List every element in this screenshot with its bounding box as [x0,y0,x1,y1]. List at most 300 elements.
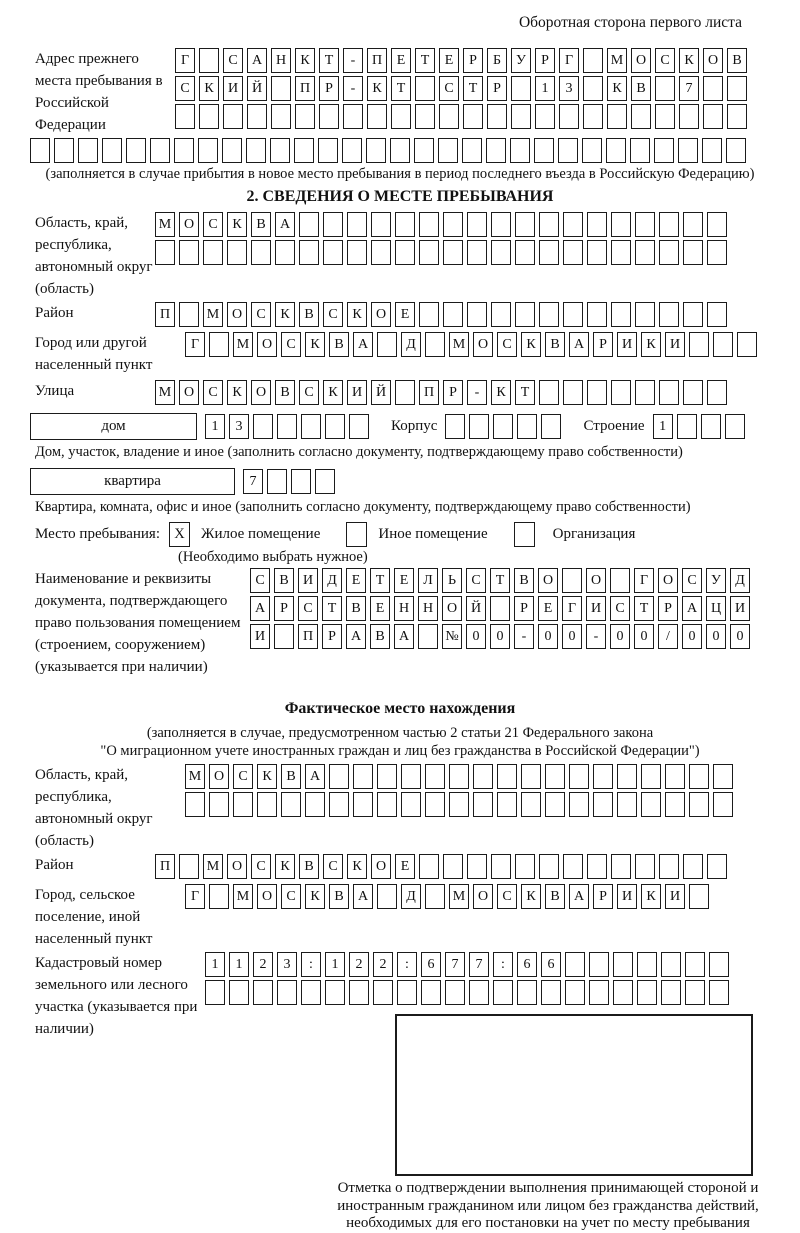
char-box[interactable]: Е [391,48,411,73]
char-box[interactable] [301,980,321,1005]
char-box[interactable] [654,138,674,163]
char-box[interactable] [558,138,578,163]
char-box[interactable] [323,212,343,237]
char-box[interactable]: / [658,624,678,649]
char-box[interactable] [126,138,146,163]
char-box[interactable] [175,104,195,129]
char-box[interactable]: 0 [730,624,750,649]
char-box[interactable] [539,240,559,265]
char-box[interactable]: 7 [679,76,699,101]
char-box[interactable] [222,138,242,163]
char-box[interactable] [610,568,630,593]
char-box[interactable] [727,76,747,101]
char-box[interactable] [685,952,705,977]
char-box[interactable]: Р [593,332,613,357]
char-box[interactable]: П [155,854,175,879]
char-box[interactable]: М [203,302,223,327]
char-box[interactable]: Г [185,332,205,357]
char-box[interactable] [707,854,727,879]
char-box[interactable] [443,302,463,327]
char-box[interactable] [425,792,445,817]
char-box[interactable]: Р [274,596,294,621]
char-box[interactable] [30,138,50,163]
char-box[interactable] [367,104,387,129]
char-box[interactable] [613,952,633,977]
char-box[interactable] [445,980,465,1005]
char-box[interactable]: Е [395,302,415,327]
char-box[interactable]: Р [514,596,534,621]
char-box[interactable]: В [514,568,534,593]
char-box[interactable]: А [305,764,325,789]
char-box[interactable]: И [617,884,637,909]
char-box[interactable] [707,380,727,405]
char-box[interactable] [295,104,315,129]
char-box[interactable]: М [203,854,223,879]
char-box[interactable]: О [179,380,199,405]
char-box[interactable]: К [641,332,661,357]
char-box[interactable]: С [323,302,343,327]
char-box[interactable] [679,104,699,129]
char-box[interactable] [683,854,703,879]
char-box[interactable] [467,240,487,265]
char-box[interactable]: Й [371,380,391,405]
char-box[interactable]: С [203,380,223,405]
char-box[interactable]: В [299,302,319,327]
char-box[interactable] [635,302,655,327]
char-box[interactable]: В [281,764,301,789]
char-box[interactable] [419,240,439,265]
char-box[interactable]: Е [346,568,366,593]
char-box[interactable]: К [641,884,661,909]
char-box[interactable] [301,414,321,439]
char-box[interactable]: 2 [253,952,273,977]
char-box[interactable]: С [298,596,318,621]
char-box[interactable] [491,854,511,879]
char-box[interactable] [291,469,311,494]
char-box[interactable]: 0 [466,624,486,649]
char-box[interactable]: К [275,854,295,879]
char-box[interactable] [583,76,603,101]
char-box[interactable] [353,792,373,817]
char-box[interactable]: П [367,48,387,73]
char-box[interactable] [563,212,583,237]
char-box[interactable] [713,764,733,789]
char-box[interactable] [179,302,199,327]
char-box[interactable] [227,240,247,265]
char-box[interactable]: С [497,884,517,909]
char-box[interactable]: И [617,332,637,357]
char-box[interactable] [589,952,609,977]
checkbox-other-premises[interactable] [346,522,367,547]
char-box[interactable] [655,76,675,101]
char-box[interactable]: К [323,380,343,405]
char-box[interactable]: 2 [349,952,369,977]
char-box[interactable]: 0 [490,624,510,649]
char-box[interactable] [294,138,314,163]
char-box[interactable] [277,414,297,439]
char-box[interactable]: Т [322,596,342,621]
char-box[interactable] [611,854,631,879]
char-box[interactable] [707,212,727,237]
char-box[interactable] [703,104,723,129]
char-box[interactable] [373,980,393,1005]
char-box[interactable] [305,792,325,817]
char-box[interactable]: Г [559,48,579,73]
char-box[interactable]: Т [415,48,435,73]
char-box[interactable]: О [179,212,199,237]
char-box[interactable] [630,138,650,163]
char-box[interactable]: А [353,332,373,357]
char-box[interactable]: Т [370,568,390,593]
char-box[interactable] [275,240,295,265]
char-box[interactable] [539,854,559,879]
char-box[interactable] [347,212,367,237]
char-box[interactable] [587,302,607,327]
char-box[interactable] [541,414,561,439]
char-box[interactable]: - [514,624,534,649]
char-box[interactable]: Й [247,76,267,101]
char-box[interactable] [253,980,273,1005]
char-box[interactable]: У [706,568,726,593]
char-box[interactable]: О [371,854,391,879]
char-box[interactable]: Т [463,76,483,101]
char-box[interactable]: О [209,764,229,789]
char-box[interactable]: 3 [277,952,297,977]
char-box[interactable] [563,854,583,879]
char-box[interactable]: Г [175,48,195,73]
char-box[interactable]: С [610,596,630,621]
char-box[interactable] [521,764,541,789]
apartment-wide-box[interactable]: квартира [30,468,235,495]
char-box[interactable] [155,240,175,265]
char-box[interactable]: К [347,302,367,327]
char-box[interactable]: Р [322,624,342,649]
char-box[interactable]: Т [515,380,535,405]
char-box[interactable] [707,302,727,327]
char-box[interactable] [607,104,627,129]
char-box[interactable]: : [493,952,513,977]
char-box[interactable] [637,980,657,1005]
char-box[interactable]: К [199,76,219,101]
char-box[interactable]: К [347,854,367,879]
char-box[interactable] [271,76,291,101]
char-box[interactable] [271,104,291,129]
char-box[interactable] [685,980,705,1005]
char-box[interactable] [395,212,415,237]
char-box[interactable]: 1 [325,952,345,977]
char-box[interactable]: 7 [243,469,263,494]
char-box[interactable] [419,212,439,237]
char-box[interactable] [199,48,219,73]
char-box[interactable]: Г [562,596,582,621]
char-box[interactable]: 0 [538,624,558,649]
house-wide-box[interactable]: дом [30,413,197,440]
char-box[interactable] [395,380,415,405]
char-box[interactable] [713,792,733,817]
char-box[interactable] [689,884,709,909]
char-box[interactable] [415,76,435,101]
char-box[interactable]: П [295,76,315,101]
char-box[interactable]: К [679,48,699,73]
char-box[interactable]: О [251,380,271,405]
char-box[interactable]: Т [634,596,654,621]
char-box[interactable] [593,764,613,789]
char-box[interactable]: А [353,884,373,909]
char-box[interactable] [198,138,218,163]
char-box[interactable]: Ц [706,596,726,621]
char-box[interactable] [515,302,535,327]
char-box[interactable]: Л [418,568,438,593]
char-box[interactable]: Б [487,48,507,73]
char-box[interactable] [709,980,729,1005]
char-box[interactable] [539,302,559,327]
char-box[interactable]: С [682,568,702,593]
char-box[interactable]: В [370,624,390,649]
char-box[interactable]: О [658,568,678,593]
char-box[interactable] [371,240,391,265]
char-box[interactable]: К [275,302,295,327]
char-box[interactable]: С [233,764,253,789]
char-box[interactable] [185,792,205,817]
char-box[interactable]: Т [391,76,411,101]
char-box[interactable]: 0 [634,624,654,649]
char-box[interactable]: И [665,884,685,909]
char-box[interactable] [659,302,679,327]
char-box[interactable] [678,138,698,163]
char-box[interactable]: С [299,380,319,405]
char-box[interactable]: П [155,302,175,327]
char-box[interactable]: К [521,332,541,357]
char-box[interactable]: О [257,884,277,909]
char-box[interactable]: В [299,854,319,879]
char-box[interactable]: О [371,302,391,327]
char-box[interactable]: Д [401,884,421,909]
char-box[interactable]: О [703,48,723,73]
char-box[interactable] [683,380,703,405]
char-box[interactable]: Н [418,596,438,621]
char-box[interactable] [703,76,723,101]
char-box[interactable] [473,764,493,789]
char-box[interactable] [563,380,583,405]
char-box[interactable] [583,104,603,129]
char-box[interactable] [342,138,362,163]
char-box[interactable] [401,764,421,789]
char-box[interactable] [54,138,74,163]
char-box[interactable] [329,764,349,789]
char-box[interactable] [661,980,681,1005]
char-box[interactable]: Е [538,596,558,621]
char-box[interactable] [559,104,579,129]
char-box[interactable] [606,138,626,163]
char-box[interactable] [631,104,651,129]
char-box[interactable] [223,104,243,129]
char-box[interactable] [665,764,685,789]
char-box[interactable] [205,980,225,1005]
char-box[interactable]: 6 [541,952,561,977]
char-box[interactable] [174,138,194,163]
char-box[interactable] [371,212,391,237]
char-box[interactable] [323,240,343,265]
char-box[interactable]: И [586,596,606,621]
char-box[interactable] [593,792,613,817]
char-box[interactable] [467,854,487,879]
char-box[interactable] [534,138,554,163]
char-box[interactable]: П [419,380,439,405]
char-box[interactable]: И [347,380,367,405]
char-box[interactable]: В [274,568,294,593]
char-box[interactable]: И [298,568,318,593]
char-box[interactable] [545,792,565,817]
char-box[interactable] [377,792,397,817]
char-box[interactable] [493,414,513,439]
char-box[interactable] [517,980,537,1005]
char-box[interactable] [325,980,345,1005]
char-box[interactable]: А [682,596,702,621]
char-box[interactable]: 7 [445,952,465,977]
char-box[interactable]: К [305,332,325,357]
char-box[interactable] [319,104,339,129]
char-box[interactable] [611,380,631,405]
char-box[interactable] [659,380,679,405]
char-box[interactable]: А [275,212,295,237]
char-box[interactable] [366,138,386,163]
char-box[interactable] [497,764,517,789]
char-box[interactable]: Р [487,76,507,101]
char-box[interactable]: М [185,764,205,789]
char-box[interactable] [725,414,745,439]
char-box[interactable] [582,138,602,163]
char-box[interactable] [541,980,561,1005]
char-box[interactable] [515,212,535,237]
char-box[interactable]: О [538,568,558,593]
checkbox-organization[interactable] [514,522,535,547]
char-box[interactable]: К [491,380,511,405]
char-box[interactable]: И [250,624,270,649]
char-box[interactable] [635,212,655,237]
char-box[interactable]: К [521,884,541,909]
char-box[interactable] [390,138,410,163]
char-box[interactable] [611,302,631,327]
char-box[interactable] [419,302,439,327]
char-box[interactable] [257,792,277,817]
char-box[interactable] [267,469,287,494]
char-box[interactable] [443,854,463,879]
char-box[interactable]: С [323,854,343,879]
char-box[interactable] [661,952,681,977]
char-box[interactable] [425,332,445,357]
char-box[interactable] [469,980,489,1005]
char-box[interactable] [397,980,417,1005]
char-box[interactable] [611,240,631,265]
char-box[interactable] [545,764,565,789]
char-box[interactable] [349,414,369,439]
char-box[interactable] [726,138,746,163]
char-box[interactable] [439,104,459,129]
char-box[interactable] [727,104,747,129]
char-box[interactable]: В [329,332,349,357]
char-box[interactable]: : [397,952,417,977]
char-box[interactable] [377,332,397,357]
char-box[interactable]: Г [185,884,205,909]
char-box[interactable] [637,952,657,977]
char-box[interactable] [641,792,661,817]
char-box[interactable]: Н [394,596,414,621]
char-box[interactable]: С [203,212,223,237]
char-box[interactable] [473,792,493,817]
char-box[interactable] [251,240,271,265]
char-box[interactable] [569,792,589,817]
char-box[interactable] [583,48,603,73]
char-box[interactable] [438,138,458,163]
char-box[interactable] [425,764,445,789]
char-box[interactable] [702,138,722,163]
char-box[interactable] [589,980,609,1005]
char-box[interactable] [421,980,441,1005]
char-box[interactable]: А [250,596,270,621]
char-box[interactable] [562,568,582,593]
char-box[interactable]: Е [394,568,414,593]
char-box[interactable] [414,138,434,163]
char-box[interactable] [102,138,122,163]
char-box[interactable]: А [569,332,589,357]
char-box[interactable]: Р [319,76,339,101]
char-box[interactable]: Е [395,854,415,879]
char-box[interactable] [587,212,607,237]
char-box[interactable] [617,792,637,817]
char-box[interactable]: М [233,332,253,357]
char-box[interactable]: : [301,952,321,977]
char-box[interactable] [377,884,397,909]
char-box[interactable]: - [343,48,363,73]
char-box[interactable] [315,469,335,494]
char-box[interactable] [491,212,511,237]
char-box[interactable]: С [175,76,195,101]
char-box[interactable]: Р [463,48,483,73]
char-box[interactable]: - [586,624,606,649]
char-box[interactable] [270,138,290,163]
char-box[interactable] [343,104,363,129]
char-box[interactable] [709,952,729,977]
char-box[interactable] [539,380,559,405]
char-box[interactable]: 0 [562,624,582,649]
char-box[interactable] [415,104,435,129]
char-box[interactable]: О [473,884,493,909]
char-box[interactable] [569,764,589,789]
char-box[interactable] [229,980,249,1005]
char-box[interactable] [391,104,411,129]
char-box[interactable] [377,764,397,789]
char-box[interactable] [655,104,675,129]
char-box[interactable]: О [442,596,462,621]
char-box[interactable] [659,240,679,265]
char-box[interactable]: Е [370,596,390,621]
char-box[interactable] [491,302,511,327]
char-box[interactable]: 1 [535,76,555,101]
char-box[interactable] [511,104,531,129]
char-box[interactable]: И [223,76,243,101]
char-box[interactable] [497,792,517,817]
char-box[interactable] [281,792,301,817]
char-box[interactable] [209,884,229,909]
char-box[interactable]: Й [466,596,486,621]
char-box[interactable] [443,212,463,237]
char-box[interactable]: С [655,48,675,73]
char-box[interactable]: Т [490,568,510,593]
char-box[interactable]: В [329,884,349,909]
char-box[interactable] [659,212,679,237]
char-box[interactable]: О [631,48,651,73]
char-box[interactable] [707,240,727,265]
